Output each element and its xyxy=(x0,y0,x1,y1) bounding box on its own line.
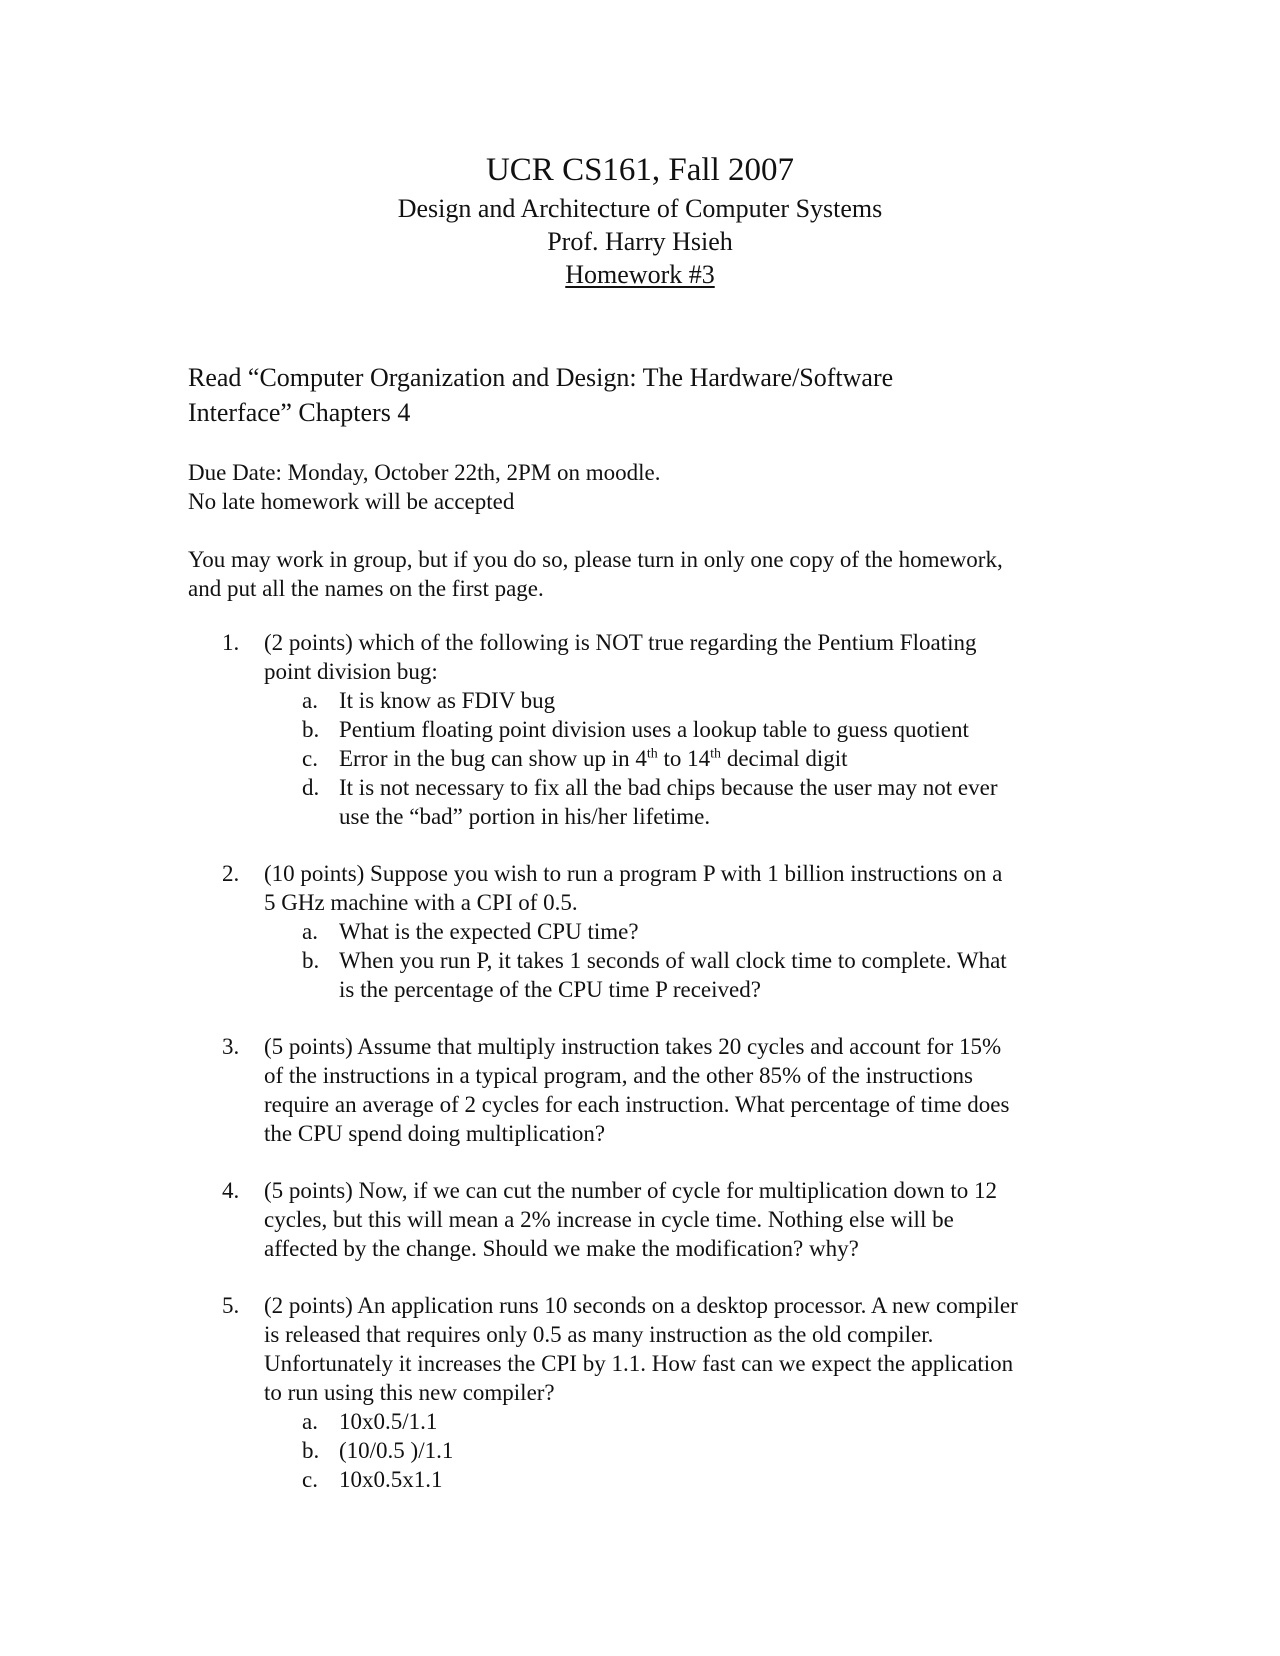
course-title: UCR CS161, Fall 2007 xyxy=(485,152,795,188)
sub-question xyxy=(264,946,1102,1004)
question-text-line: (5 points) Now, if we can cut the number of cycle for multiplication down to 12 xyxy=(264,1178,998,1203)
late-policy-line: No late homework will be accepted xyxy=(188,489,515,514)
course-subtitle: Design and Architecture of Computer Systems xyxy=(397,194,883,223)
group-note-line-1: You may work in group, but if you do so, please turn in only one copy of the homework, xyxy=(188,547,1003,572)
option-text-part: to 14 xyxy=(657,746,711,771)
due-date-note xyxy=(188,458,1108,516)
question-3 xyxy=(222,1032,1102,1148)
answer-options xyxy=(264,1407,1102,1494)
group-work-note xyxy=(188,545,1108,603)
answer-option xyxy=(264,744,1102,773)
option-text: 10x0.5/1.1 xyxy=(339,1409,438,1434)
question-text-line: require an average of 2 cycles for each instruction. What percentage of time does xyxy=(264,1092,1010,1117)
answer-options xyxy=(264,686,1102,831)
answer-option xyxy=(264,1465,1102,1494)
option-letter: b. xyxy=(302,1438,320,1463)
question-text-line: affected by the change. Should we make the modification? why? xyxy=(264,1236,859,1261)
question-number: 2. xyxy=(222,861,240,886)
question-text-line: (2 points) An application runs 10 seconds on a desktop processor. A new compiler xyxy=(264,1293,1018,1318)
question-number: 1. xyxy=(222,630,240,655)
reading-line-2: Interface” Chapters 4 xyxy=(188,398,411,427)
homework-title: Homework #3 xyxy=(565,260,715,289)
option-text: 10x0.5x1.1 xyxy=(339,1467,443,1492)
question-4 xyxy=(222,1176,1102,1263)
group-note-line-2: and put all the names on the first page. xyxy=(188,576,544,601)
answer-option xyxy=(264,1407,1102,1436)
question-text-line: point division bug: xyxy=(264,659,438,684)
question-text-line: (2 points) which of the following is NOT true regarding the Pentium Floating xyxy=(264,630,977,655)
answer-option xyxy=(264,1436,1102,1465)
reading-assignment xyxy=(188,360,1108,430)
question-list xyxy=(222,628,1102,1522)
option-text: (10/0.5 )/1.1 xyxy=(339,1438,454,1463)
option-letter: a. xyxy=(302,688,318,713)
question-text-line: Unfortunately it increases the CPI by 1.1. How fast can we expect the application xyxy=(264,1351,1014,1376)
reading-line-1: Read “Computer Organization and Design: The Hardware/Software xyxy=(188,363,894,392)
option-letter: a. xyxy=(302,1409,318,1434)
option-letter: a. xyxy=(302,919,318,944)
question-text-line: the CPU spend doing multiplication? xyxy=(264,1121,606,1146)
option-letter: b. xyxy=(302,717,320,742)
question-text-line: cycles, but this will mean a 2% increase in cycle time. Nothing else will be xyxy=(264,1207,954,1232)
option-text-line: is the percentage of the CPU time P received? xyxy=(339,977,761,1002)
option-text: What is the expected CPU time? xyxy=(339,919,639,944)
option-text-part: decimal digit xyxy=(721,746,848,771)
question-number: 3. xyxy=(222,1034,240,1059)
question-1 xyxy=(222,628,1102,831)
option-letter: d. xyxy=(302,775,320,800)
sub-question xyxy=(264,917,1102,946)
question-text-line: (10 points) Suppose you wish to run a program P with 1 billion instructions on a xyxy=(264,861,1003,886)
question-text-line: to run using this new compiler? xyxy=(264,1380,555,1405)
ordinal-superscript: th xyxy=(710,746,722,762)
option-text-line: When you run P, it takes 1 seconds of wall clock time to complete. What xyxy=(339,948,1007,973)
question-2 xyxy=(222,859,1102,1004)
question-text-line: (5 points) Assume that multiply instruction takes 20 cycles and account for 15% xyxy=(264,1034,1002,1059)
question-number: 5. xyxy=(222,1293,240,1318)
document-header xyxy=(0,148,1280,291)
option-letter: c. xyxy=(302,746,318,771)
answer-option xyxy=(264,773,1102,831)
option-text: It is know as FDIV bug xyxy=(339,688,556,713)
answer-option xyxy=(264,686,1102,715)
ordinal-superscript: th xyxy=(646,746,658,762)
question-number: 4. xyxy=(222,1178,240,1203)
option-text: Pentium floating point division uses a lookup table to guess quotient xyxy=(339,717,969,742)
sub-questions xyxy=(264,917,1102,1004)
answer-option xyxy=(264,715,1102,744)
due-date-line: Due Date: Monday, October 22th, 2PM on moodle. xyxy=(188,460,661,485)
question-text-line: is released that requires only 0.5 as many instruction as the old compiler. xyxy=(264,1322,934,1347)
option-text-line: It is not necessary to fix all the bad chips because the user may not ever xyxy=(339,775,998,800)
professor-name: Prof. Harry Hsieh xyxy=(547,227,733,256)
option-letter: c. xyxy=(302,1467,318,1492)
question-5 xyxy=(222,1291,1102,1494)
option-text-part: Error in the bug can show up in 4 xyxy=(339,746,647,771)
option-text-line: use the “bad” portion in his/her lifetime. xyxy=(339,804,711,829)
question-text-line: of the instructions in a typical program, and the other 85% of the instructions xyxy=(264,1063,974,1088)
question-text-line: 5 GHz machine with a CPI of 0.5. xyxy=(264,890,578,915)
option-letter: b. xyxy=(302,948,320,973)
